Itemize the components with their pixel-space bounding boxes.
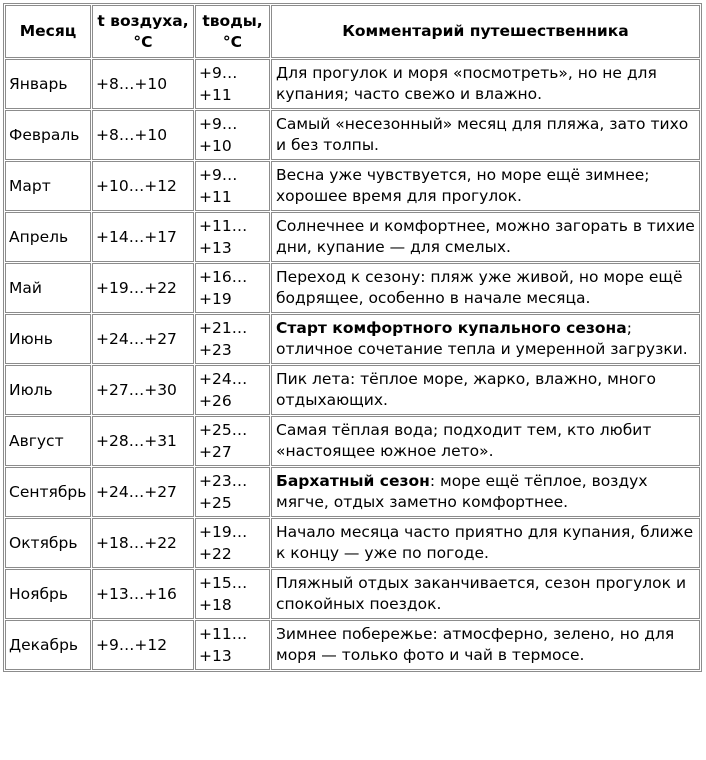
comment-text: Солнечнее и комфортнее, можно загорать в тихие дни, купание — для смелых. bbox=[276, 217, 695, 256]
month-cell: Апрель bbox=[5, 212, 91, 262]
climate-table bbox=[3, 3, 702, 672]
water-temp-from: +9… bbox=[199, 166, 238, 184]
water-temp-from: +24… bbox=[199, 370, 248, 388]
table-row bbox=[5, 569, 700, 619]
water-temp-from: +9… bbox=[199, 115, 238, 133]
air-temp-cell: +24…+27 bbox=[92, 314, 194, 364]
water-temp-to: +13 bbox=[199, 239, 232, 257]
month-cell: Февраль bbox=[5, 110, 91, 160]
air-temp-cell: +10…+12 bbox=[92, 161, 194, 211]
water-temp-cell bbox=[195, 110, 270, 160]
month-cell: Март bbox=[5, 161, 91, 211]
comment-text: Начало месяца часто приятно для купания, ближе к концу — уже по погоде. bbox=[276, 523, 694, 562]
comment-cell bbox=[271, 518, 700, 568]
month-cell: Январь bbox=[5, 59, 91, 109]
water-temp-from: +11… bbox=[199, 217, 248, 235]
table-row bbox=[5, 59, 700, 109]
comment-text: Зимнее побережье: атмосферно, зелено, но для моря — только фото и чай в термосе. bbox=[276, 625, 675, 664]
table-row bbox=[5, 161, 700, 211]
air-temp-cell: +13…+16 bbox=[92, 569, 194, 619]
water-temp-cell bbox=[195, 620, 270, 670]
water-temp-to: +11 bbox=[199, 86, 232, 104]
table-row bbox=[5, 620, 700, 670]
air-temp-cell: +19…+22 bbox=[92, 263, 194, 313]
water-temp-to: +26 bbox=[199, 392, 232, 410]
water-temp-from: +21… bbox=[199, 319, 248, 337]
water-temp-from: +23… bbox=[199, 472, 248, 490]
comment-text: Весна уже чувствуется, но море ещё зимнее; хорошее время для прогулок. bbox=[276, 166, 650, 205]
comment-cell bbox=[271, 467, 700, 517]
month-cell: Август bbox=[5, 416, 91, 466]
month-cell: Ноябрь bbox=[5, 569, 91, 619]
comment-cell bbox=[271, 263, 700, 313]
month-cell: Октябрь bbox=[5, 518, 91, 568]
comment-text: Пик лета: тёплое море, жарко, влажно, много отдыхающих. bbox=[276, 370, 657, 409]
comment-cell bbox=[271, 569, 700, 619]
table-row bbox=[5, 416, 700, 466]
month-cell: Май bbox=[5, 263, 91, 313]
comment-text: Переход к сезону: пляж уже живой, но море ещё бодрящее, особенно в начале месяца. bbox=[276, 268, 683, 307]
water-temp-to: +18 bbox=[199, 596, 232, 614]
table-row bbox=[5, 365, 700, 415]
water-temp-to: +11 bbox=[199, 188, 232, 206]
month-cell: Июль bbox=[5, 365, 91, 415]
water-temp-to: +25 bbox=[199, 494, 232, 512]
water-temp-from: +16… bbox=[199, 268, 248, 286]
table-row bbox=[5, 263, 700, 313]
water-temp-from: +25… bbox=[199, 421, 248, 439]
water-temp-cell bbox=[195, 161, 270, 211]
comment-cell bbox=[271, 365, 700, 415]
water-temp-to: +19 bbox=[199, 290, 232, 308]
month-cell: Июнь bbox=[5, 314, 91, 364]
comment-cell bbox=[271, 59, 700, 109]
water-temp-from: +19… bbox=[199, 523, 248, 541]
water-temp-from: +15… bbox=[199, 574, 248, 592]
table-row bbox=[5, 110, 700, 160]
water-temp-to: +23 bbox=[199, 341, 232, 359]
water-temp-cell bbox=[195, 416, 270, 466]
comment-cell bbox=[271, 161, 700, 211]
comment-cell bbox=[271, 110, 700, 160]
month-cell: Сентябрь bbox=[5, 467, 91, 517]
comment-cell bbox=[271, 620, 700, 670]
air-temp-cell: +9…+12 bbox=[92, 620, 194, 670]
water-temp-cell bbox=[195, 467, 270, 517]
comment-highlight: Старт комфортного купального сезона bbox=[276, 319, 627, 337]
air-temp-cell: +14…+17 bbox=[92, 212, 194, 262]
air-temp-cell: +8…+10 bbox=[92, 59, 194, 109]
month-cell: Декабрь bbox=[5, 620, 91, 670]
table-row bbox=[5, 467, 700, 517]
table-header-row bbox=[5, 5, 700, 58]
water-temp-from: +11… bbox=[199, 625, 248, 643]
comment-cell bbox=[271, 212, 700, 262]
header-comment: Комментарий путешественника bbox=[271, 5, 700, 58]
comment-text: ; отличное сочетание тепла и умеренной загрузки. bbox=[276, 319, 688, 358]
water-temp-cell bbox=[195, 59, 270, 109]
comment-cell bbox=[271, 314, 700, 364]
air-temp-cell: +27…+30 bbox=[92, 365, 194, 415]
comment-cell bbox=[271, 416, 700, 466]
water-temp-to: +22 bbox=[199, 545, 232, 563]
comment-text: Самая тёплая вода; подходит тем, кто любит «настоящее южное лето». bbox=[276, 421, 652, 460]
table-row bbox=[5, 314, 700, 364]
air-temp-cell: +28…+31 bbox=[92, 416, 194, 466]
water-temp-to: +27 bbox=[199, 443, 232, 461]
air-temp-cell: +8…+10 bbox=[92, 110, 194, 160]
water-temp-cell bbox=[195, 263, 270, 313]
water-temp-to: +13 bbox=[199, 647, 232, 665]
water-temp-cell bbox=[195, 212, 270, 262]
comment-highlight: Бархатный сезон bbox=[276, 472, 430, 490]
header-air-temp: t воздуха, °C bbox=[92, 5, 194, 58]
air-temp-cell: +24…+27 bbox=[92, 467, 194, 517]
water-temp-cell bbox=[195, 569, 270, 619]
water-temp-cell bbox=[195, 314, 270, 364]
comment-text: Самый «несезонный» месяц для пляжа, зато тихо и без толпы. bbox=[276, 115, 689, 154]
water-temp-to: +10 bbox=[199, 137, 232, 155]
air-temp-cell: +18…+22 bbox=[92, 518, 194, 568]
comment-text: Для прогулок и моря «посмотреть», но не для купания; часто свежо и влажно. bbox=[276, 64, 657, 103]
table-row bbox=[5, 212, 700, 262]
header-water-temp: tводы, °C bbox=[195, 5, 270, 58]
header-month: Месяц bbox=[5, 5, 91, 58]
table-body bbox=[5, 59, 700, 670]
table-row bbox=[5, 518, 700, 568]
comment-text: : море ещё тёплое, воздух мягче, отдых заметно комфортнее. bbox=[276, 472, 648, 511]
comment-text: Пляжный отдых заканчивается, сезон прогулок и спокойных поездок. bbox=[276, 574, 687, 613]
water-temp-cell bbox=[195, 365, 270, 415]
water-temp-from: +9… bbox=[199, 64, 238, 82]
water-temp-cell bbox=[195, 518, 270, 568]
